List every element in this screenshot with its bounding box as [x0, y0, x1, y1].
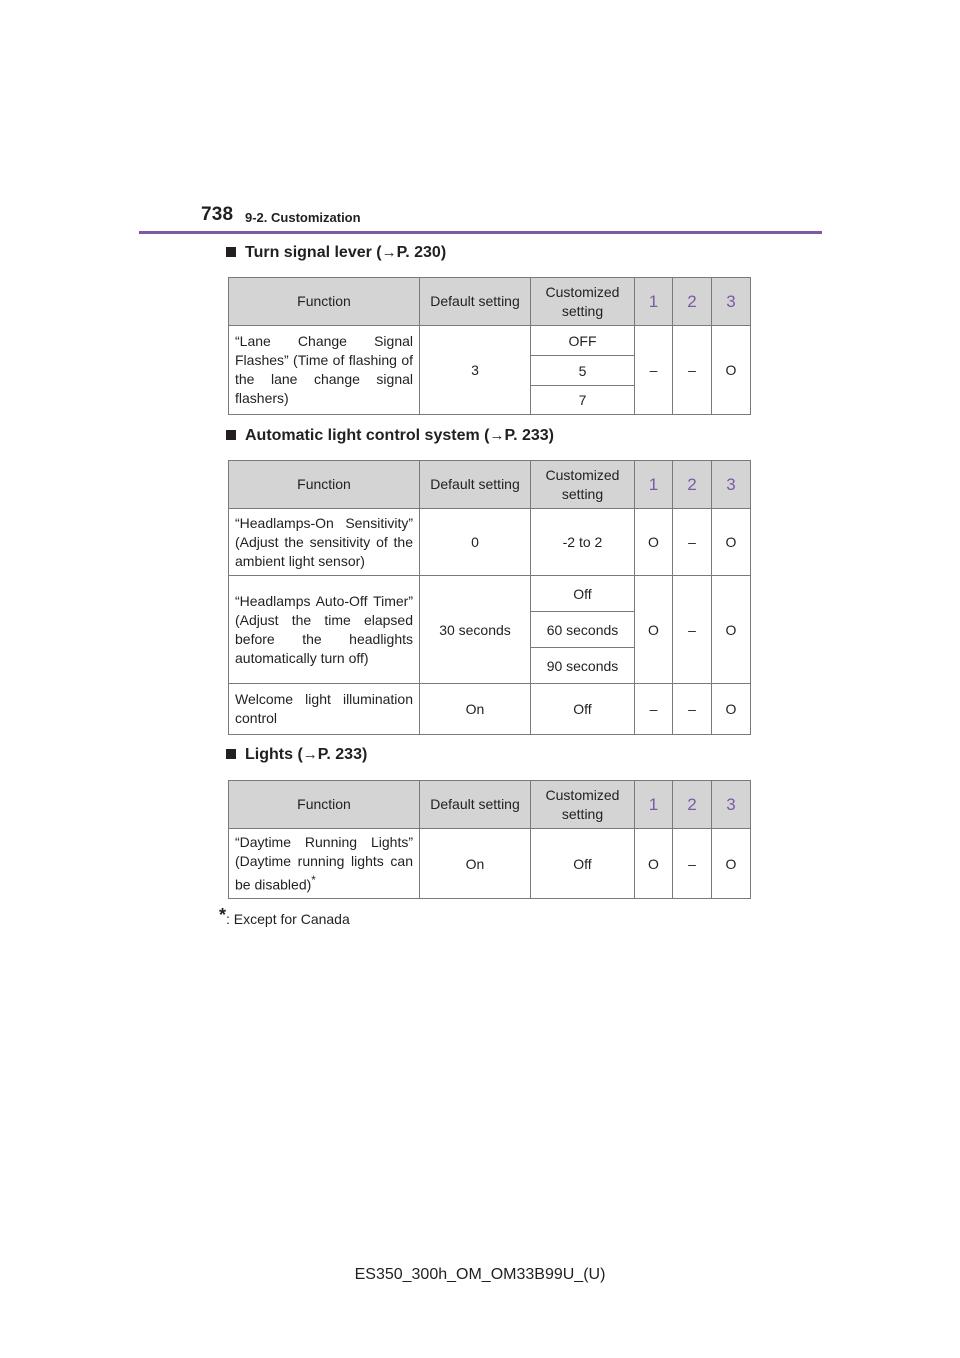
col-customized: Customized setting: [531, 278, 635, 326]
footnote-asterisk: *: [219, 905, 227, 925]
col-2: 2: [673, 278, 712, 326]
option-cell: 7: [531, 386, 635, 415]
footnote-text: : Except for Canada: [226, 911, 350, 927]
footer-doc-id: ES350_300h_OM_OM33B99U_(U): [354, 1266, 606, 1283]
col1-cell: O: [635, 576, 673, 684]
heading-automatic-light: Automatic light control system (→P. 233): [226, 427, 554, 445]
col-3: 3: [712, 278, 751, 326]
col1-cell: O: [635, 509, 673, 576]
table-row: [229, 829, 751, 899]
default-cell: On: [420, 684, 531, 735]
lights-table: [228, 780, 751, 899]
col3-cell: O: [712, 829, 751, 899]
col-1: 1: [635, 781, 673, 829]
heading-turn-signal: Turn signal lever (→P. 230): [226, 244, 446, 262]
col-3: 3: [712, 461, 751, 509]
col2-cell: –: [673, 684, 712, 735]
col3-cell: O: [712, 326, 751, 415]
col3-cell: O: [712, 509, 751, 576]
option-cell: 90 seconds: [531, 648, 635, 684]
default-cell: 0: [420, 509, 531, 576]
col2-cell: –: [673, 509, 712, 576]
automatic-light-table: [228, 460, 751, 735]
col-default: Default setting: [420, 461, 531, 509]
col-1: 1: [635, 461, 673, 509]
option-cell: 60 seconds: [531, 612, 635, 648]
table-row: [229, 326, 751, 356]
col-default: Default setting: [420, 781, 531, 829]
table-header-row: [229, 461, 751, 509]
function-cell: “Daytime Running Lights” (Daytime running lights can be disabled)*: [229, 829, 420, 899]
col-customized: Customized setting: [531, 781, 635, 829]
col1-cell: –: [635, 326, 673, 415]
function-cell: “Headlamps-On Sensitivity” (Adjust the sensitivity of the ambient light sensor): [229, 509, 420, 576]
function-cell: “Headlamps Auto-Off Timer” (Adjust the time elapsed before the headlights automatically turn off): [229, 576, 420, 684]
option-cell: -2 to 2: [531, 509, 635, 576]
col1-cell: O: [635, 829, 673, 899]
col-2: 2: [673, 781, 712, 829]
footnote-mark: *: [311, 873, 316, 887]
option-cell: Off: [531, 684, 635, 735]
option-cell: OFF: [531, 326, 635, 356]
col1-cell: –: [635, 684, 673, 735]
table-header-row: [229, 781, 751, 829]
turn-signal-table: [228, 277, 751, 415]
function-cell: Welcome light illumination control: [229, 684, 420, 735]
table-row: [229, 684, 751, 735]
table-row: [229, 509, 751, 576]
arrow-icon: →: [302, 746, 318, 763]
table-header-row: [229, 278, 751, 326]
option-cell: Off: [531, 576, 635, 612]
square-bullet-icon: [226, 430, 236, 440]
section-title: 9-2. Customization: [245, 210, 361, 225]
option-cell: 5: [531, 356, 635, 386]
col-function: Function: [229, 278, 420, 326]
col-function: Function: [229, 461, 420, 509]
col2-cell: –: [673, 576, 712, 684]
header-rule: [139, 231, 822, 234]
col-customized: Customized setting: [531, 461, 635, 509]
table-row: [229, 576, 751, 612]
function-cell: “Lane Change Signal Flashes” (Time of flashing of the lane change signal flashers): [229, 326, 420, 415]
col-1: 1: [635, 278, 673, 326]
heading-lights: Lights (→P. 233): [226, 746, 367, 764]
option-cell: Off: [531, 829, 635, 899]
square-bullet-icon: [226, 247, 236, 257]
col-3: 3: [712, 781, 751, 829]
default-cell: On: [420, 829, 531, 899]
footnote: [219, 905, 350, 929]
square-bullet-icon: [226, 749, 236, 759]
col3-cell: O: [712, 684, 751, 735]
default-cell: 30 seconds: [420, 576, 531, 684]
page-number: 738: [201, 204, 234, 225]
col-2: 2: [673, 461, 712, 509]
col-default: Default setting: [420, 278, 531, 326]
arrow-icon: →: [489, 427, 505, 444]
arrow-icon: →: [381, 244, 397, 261]
col2-cell: –: [673, 326, 712, 415]
default-cell: 3: [420, 326, 531, 415]
col2-cell: –: [673, 829, 712, 899]
col-function: Function: [229, 781, 420, 829]
col3-cell: O: [712, 576, 751, 684]
